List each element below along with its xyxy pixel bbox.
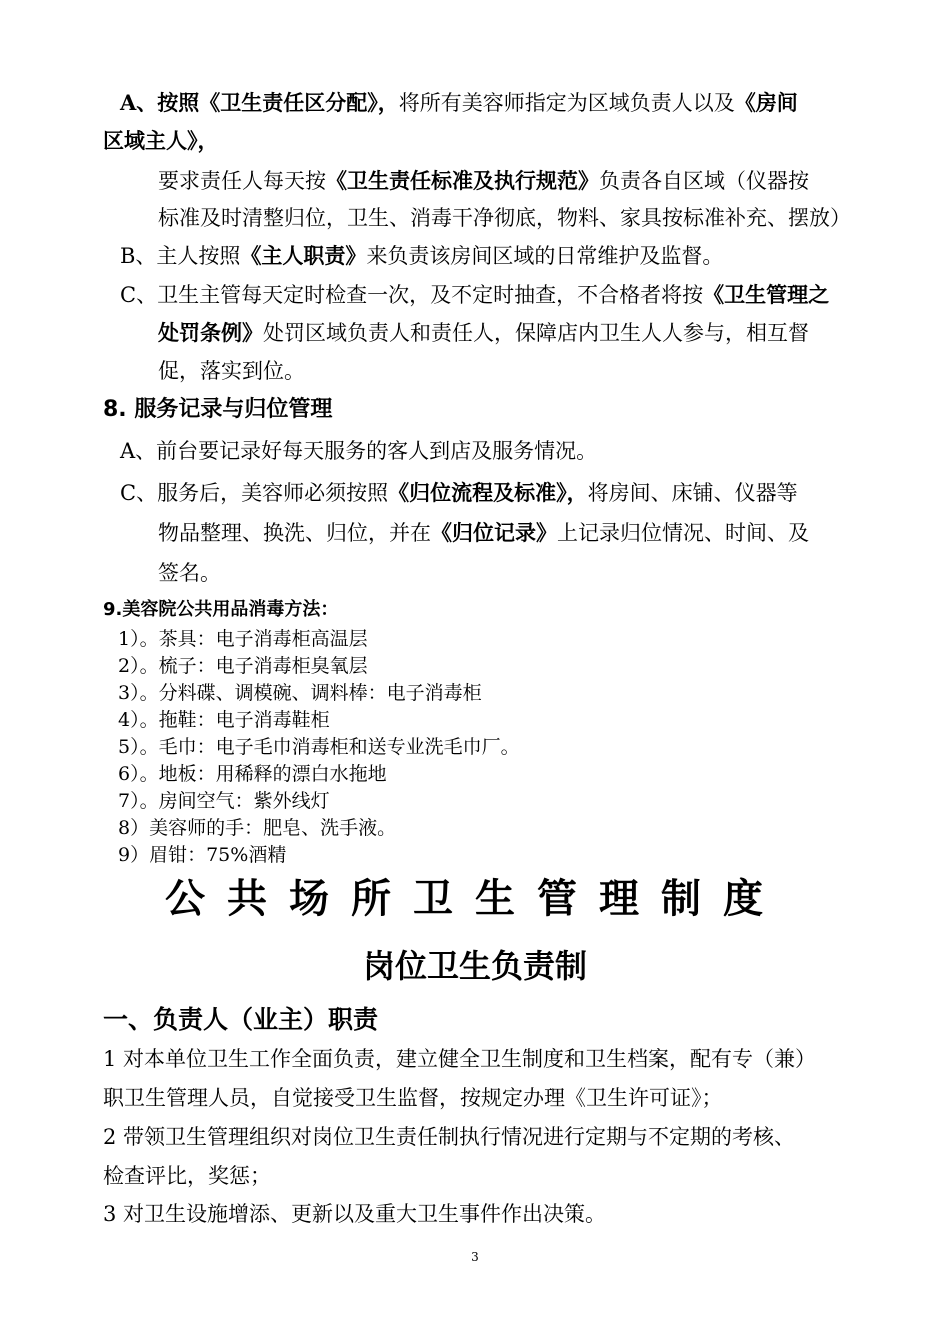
section-9-heading: 9.美容院公共用品消毒方法： [103,599,339,620]
paragraph-a-line-2: 区域主人》， [103,128,219,153]
paragraph-c-line-1 [120,280,829,310]
paragraph-text: 上记录归位情况、时间、及 [557,521,809,545]
section-9-item: 8）美容师的手：肥皂、洗手液。 [118,817,397,839]
item-a-label: A、按照 [120,90,200,115]
section-1-paragraph-1-line-2: 职卫生管理人员，自觉接受卫生监督，按规定办理《卫生许可证》； [103,1086,723,1110]
section-9-item: 3）。分料碟、调模碗、调料棒：电子消毒柜 [118,682,482,704]
paragraph-a-line-3 [158,166,809,196]
paragraph-text: 处罚区域负责人和责任人，保障店内卫生人人参与，相互督 [263,321,809,345]
section-9-item: 9）眉钳：75%酒精 [118,844,287,866]
section-9-item: 4）。拖鞋：电子消毒鞋柜 [118,709,330,731]
section-1-paragraph-2-line-2: 检查评比，奖惩； [103,1164,271,1188]
paragraph-text: 将所有美容师指定为区域负责人以及 [398,91,735,115]
paragraph-text: 来负责该房间区域的日常维护及监督。 [366,244,724,268]
section-9-item: 6）。地板：用稀释的漂白水拖地 [118,763,387,785]
section-9-item: 2）。梳子：电子消毒柜臭氧层 [118,655,368,677]
paragraph-b [120,241,723,271]
section-9-item: 1）。茶具：电子消毒柜高温层 [118,628,368,650]
paragraph-a-line-4: 标准及时清整归位，卫生、消毒干净彻底，物料、家具按标准补充、摆放） [158,206,851,230]
doc-ref-room-owner-start: 《房间 [734,90,798,115]
doc-ref-hygiene-zone: 《卫生责任区分配》， [199,90,399,115]
paragraph-text: 将房间、床铺、仪器等 [587,481,798,505]
paragraph-c-line-3: 促，落实到位。 [158,359,305,383]
doc-ref-penalty-start: 《卫生管理之 [703,282,830,307]
doc-ref-owner-duties: 《主人职责》 [240,243,367,268]
section-1-heading: 一、负责人（业主）职责 [103,1005,379,1034]
page-number: 3 [471,1250,479,1264]
doc-ref-standards: 《卫生责任标准及执行规范》 [326,168,599,193]
sub-title: 岗位卫生负责制 [362,947,587,985]
section-1-paragraph-3: 3 对卫生设施增添、更新以及重大卫生事件作出决策。 [103,1202,607,1226]
section-8-item-c-line-3: 签名。 [158,561,221,585]
doc-ref-penalty-end: 处罚条例》 [158,320,263,345]
section-1-paragraph-1-line-1: 1 对本单位卫生工作全面负责，建立健全卫生制度和卫生档案，配有专（兼） [103,1047,817,1071]
section-8-item-c-line-2 [158,518,809,548]
section-8-heading: 8. 服务记录与归位管理 [103,397,333,422]
section-8-item-a: A、前台要记录好每天服务的客人到店及服务情况。 [120,439,598,463]
paragraph-text: 要求责任人每天按 [158,169,326,193]
paragraph-text: 负责各自区域（仪器按 [599,169,809,193]
paragraph-text: B、主人按照 [120,244,241,268]
paragraph-c-line-2 [158,318,809,348]
section-1-paragraph-2-line-1: 2 带领卫生管理组织对岗位卫生责任制执行情况进行定期与不定期的考核、 [103,1125,796,1149]
doc-ref-return-record: 《归位记录》 [431,520,557,545]
paragraph-a-line-1 [120,88,798,118]
paragraph-text: 物品整理、换洗、归位，并在 [158,521,431,545]
section-9-item: 5）。毛巾：电子毛巾消毒柜和送专业洗毛巾厂。 [118,736,520,758]
paragraph-text: C、服务后，美容师必须按照 [120,481,389,505]
section-8-item-c-line-1 [120,478,798,508]
section-9-item: 7）。房间空气：紫外线灯 [118,790,330,812]
main-title: 公共场所卫生管理制度 [165,876,785,922]
doc-ref-return-process: 《归位流程及标准》， [388,480,588,505]
paragraph-text: C、卫生主管每天定时检查一次，及不定时抽查，不合格者将按 [120,283,704,307]
